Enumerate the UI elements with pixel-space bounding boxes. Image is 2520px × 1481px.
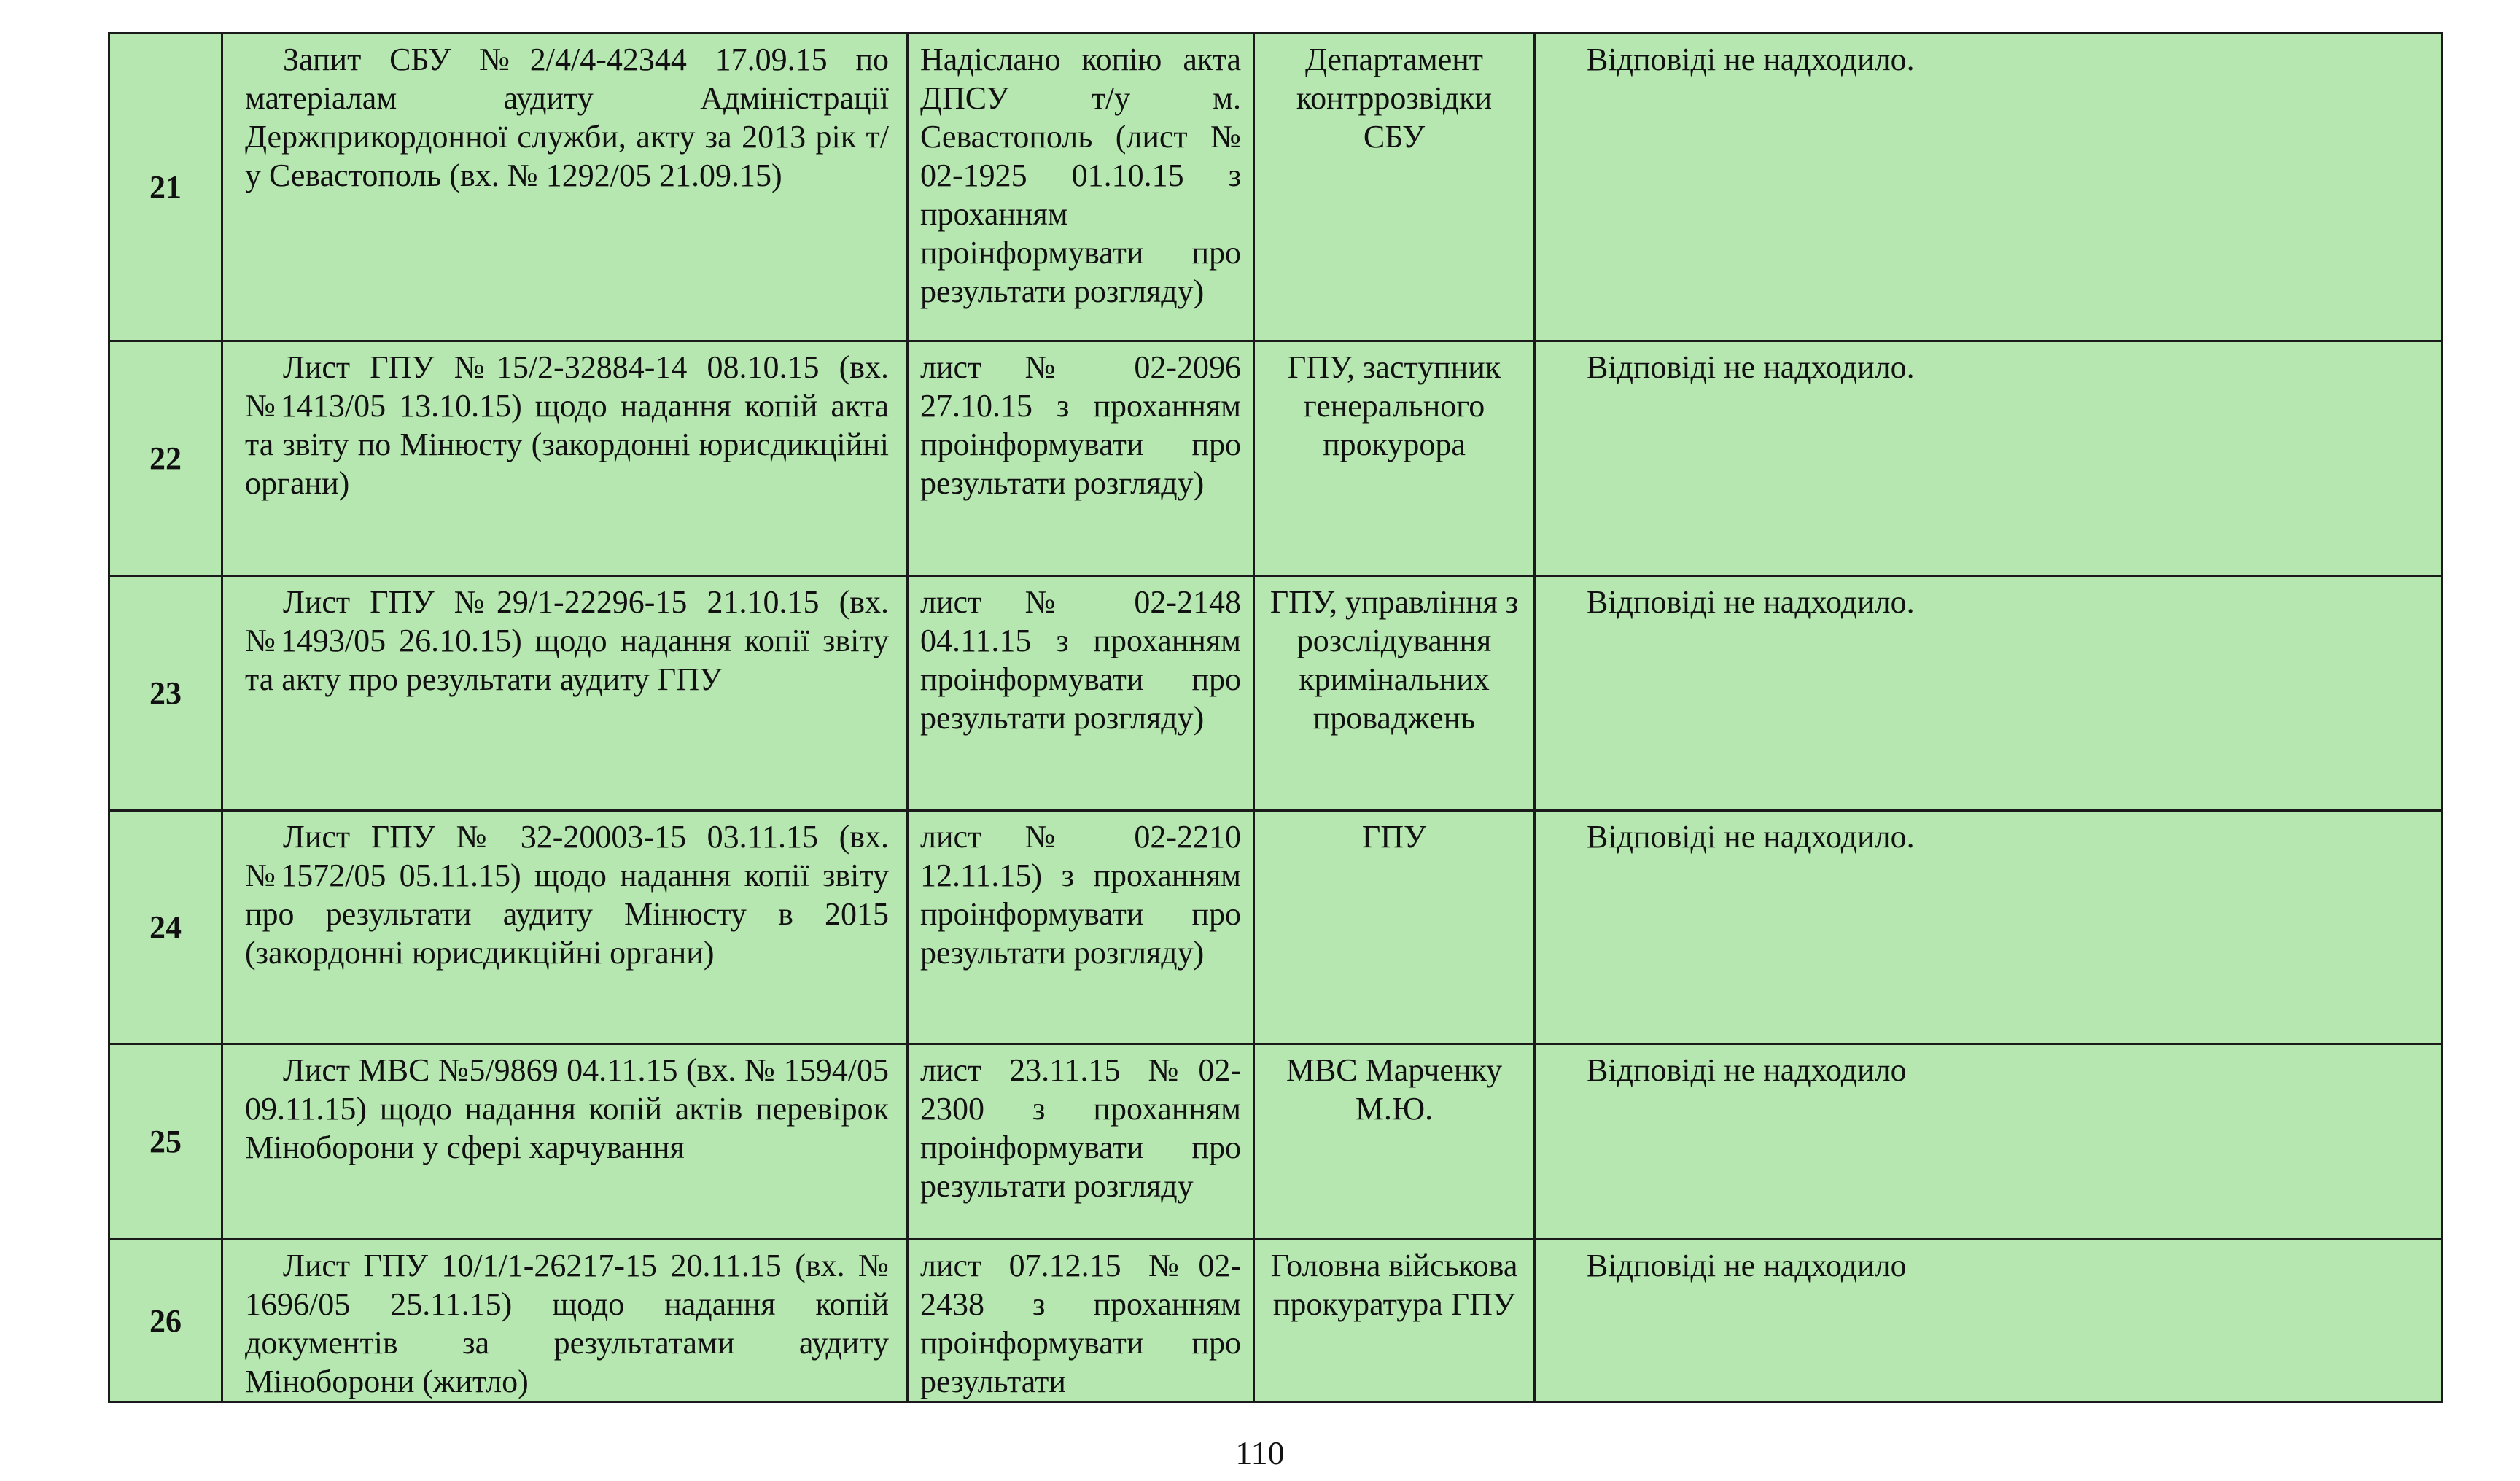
action-cell: лист № 02-2210 12.11.15) з проханням проінформувати про результати розгляду) bbox=[908, 811, 1254, 1044]
organization-cell: ГПУ, управління з розслідування кримінальних проваджень bbox=[1254, 576, 1535, 811]
correspondence-table bbox=[108, 32, 2443, 1403]
request-cell: Запит СБУ №2/4/4-42344 17.09.15 по матеріалам аудиту Адміністрації Держприкордонної служби, акту за 2013 рік т/у Севастополь (вх. № 1292/05 21.09.15) bbox=[222, 34, 908, 341]
row-number: 24 bbox=[109, 811, 222, 1044]
action-cell: лист № 02-2148 04.11.15 з проханням проінформувати про результати розгляду) bbox=[908, 576, 1254, 811]
table-row bbox=[109, 1044, 2443, 1240]
organization-cell: МВС Марченку М.Ю. bbox=[1254, 1044, 1535, 1240]
action-cell: Надіслано копію акта ДПСУ т/у м. Севастополь (лист № 02-1925 01.10.15 з проханням проінформувати про результати розгляду) bbox=[908, 34, 1254, 341]
row-number: 21 bbox=[109, 34, 222, 341]
answer-cell: Відповіді не надходило. bbox=[1535, 34, 2443, 341]
answer-cell: Відповіді не надходило. bbox=[1535, 341, 2443, 576]
request-cell: Лист ГПУ №15/2-32884-14 08.10.15 (вх. №1413/05 13.10.15) щодо надання копій акта та звіту по Мінюсту (закордонні юрисдикційні органи) bbox=[222, 341, 908, 576]
request-cell: Лист ГПУ 10/1/1-26217-15 20.11.15 (вх. № 1696/05 25.11.15) щодо надання копій документів за результатами аудиту Міноборони (житло) bbox=[222, 1240, 908, 1402]
action-cell: лист 23.11.15 №02-2300 з проханням проінформувати про результати розгляду bbox=[908, 1044, 1254, 1240]
action-cell: лист № 02-2096 27.10.15 з проханням проінформувати про результати розгляду) bbox=[908, 341, 1254, 576]
row-number: 23 bbox=[109, 576, 222, 811]
organization-cell: Головна військова прокуратура ГПУ bbox=[1254, 1240, 1535, 1402]
table-row bbox=[109, 34, 2443, 341]
organization-cell: ГПУ, заступник генерального прокурора bbox=[1254, 341, 1535, 576]
table-row bbox=[109, 576, 2443, 811]
request-cell: Лист МВС №5/9869 04.11.15 (вх. № 1594/05 09.11.15) щодо надання копій актів перевірок Міноборони у сфері харчування bbox=[222, 1044, 908, 1240]
answer-cell: Відповіді не надходило bbox=[1535, 1044, 2443, 1240]
row-number: 25 bbox=[109, 1044, 222, 1240]
row-number: 26 bbox=[109, 1240, 222, 1402]
request-cell: Лист ГПУ №29/1-22296-15 21.10.15 (вх. №1493/05 26.10.15) щодо надання копії звіту та акту про результати аудиту ГПУ bbox=[222, 576, 908, 811]
table-row bbox=[109, 341, 2443, 576]
request-cell: Лист ГПУ № 32-20003-15 03.11.15 (вх. №1572/05 05.11.15) щодо надання копії звіту про результати аудиту Мінюсту в 2015 (закордонні юрисдикційні органи) bbox=[222, 811, 908, 1044]
action-cell: лист 07.12.15 №02-2438 з проханням проінформувати про результати bbox=[908, 1240, 1254, 1402]
answer-cell: Відповіді не надходило. bbox=[1535, 811, 2443, 1044]
answer-cell: Відповіді не надходило. bbox=[1535, 576, 2443, 811]
organization-cell: Департамент контррозвідки СБУ bbox=[1254, 34, 1535, 341]
table-row bbox=[109, 1240, 2443, 1402]
page-number: 110 bbox=[1235, 1434, 1285, 1472]
table-row bbox=[109, 811, 2443, 1044]
organization-cell: ГПУ bbox=[1254, 811, 1535, 1044]
answer-cell: Відповіді не надходило bbox=[1535, 1240, 2443, 1402]
row-number: 22 bbox=[109, 341, 222, 576]
